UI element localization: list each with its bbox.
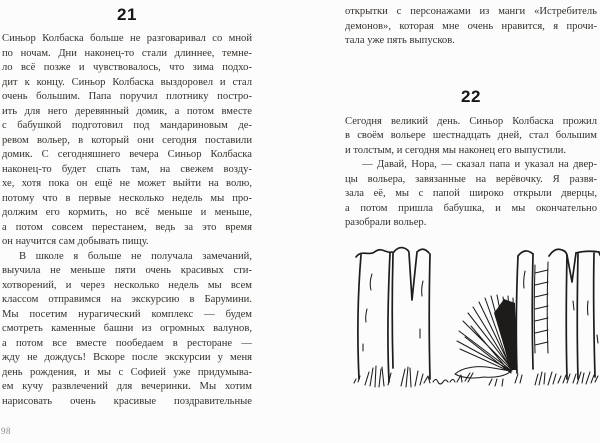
text-line: смотреть каменные башни из огромных валунов, — [2, 323, 252, 334]
text-line: день рождения, и мы с Софией уже придумыва- — [2, 366, 252, 378]
right-trunks — [516, 249, 600, 379]
left-page — [2, 5, 252, 409]
paragraph — [345, 5, 597, 49]
text-line: Мы посетим нурагический комплекс — будем — [2, 308, 252, 320]
text-line: а потом совсем перестанем, ведь за это время — [2, 221, 252, 233]
text-line: а потом пришла бабушка, и мы окончательно — [345, 202, 597, 214]
chapter-number: 21 — [117, 5, 137, 24]
text-line: демонов», которая мне очень нравится, я прочи- — [345, 20, 597, 32]
text-line: выучила не меньше пяти очень красивых сти- — [2, 265, 252, 276]
chapter-number: 22 — [461, 86, 481, 106]
text-line: В школе я больше не получала замечаний, — [19, 250, 252, 262]
text-line: ло всё позже и чувствовалось, что зима подхо- — [2, 62, 252, 73]
text-line: а потом все вместе пообедаем в ресторане — — [2, 337, 252, 349]
text-line: потому что в первые несколько недель мы про- — [2, 192, 252, 204]
text-line: Синьор Колбаска больше не разговаривал со мной — [2, 33, 252, 44]
text-line: домик. С сегодняшнего вечера Синьор Колбаска — [2, 149, 252, 160]
text-line: хе, хотя пока он ещё не может выйти на волю, — [2, 178, 252, 189]
paragraph — [345, 158, 597, 231]
page-number: 98 — [1, 426, 11, 436]
paragraph — [2, 250, 252, 410]
hedgehog — [455, 295, 522, 386]
text-line: жду не дождусь! Вскоре после экскурсии у меня — [2, 352, 252, 363]
text-line: классом отправимся на экскурсию в Барумини. — [2, 294, 252, 305]
text-line: должим его кормить, но всё меньше и меньше, — [2, 207, 252, 218]
grass — [354, 366, 473, 387]
text-line: — Давай, Нора, — сказал папа и указал на двер- — [362, 159, 597, 170]
text-line: он научится сам добывать пищу. — [2, 236, 149, 247]
text-line: открытки с персонажами из манги «Истребитель — [345, 6, 597, 17]
text-line: зала её, мы с папой широко открыли дверцы, — [345, 188, 597, 199]
left-trunks — [356, 248, 430, 382]
text-line: ем кучу развлечений для вечеринки. Мы хотим — [2, 381, 252, 392]
text-line: ревом вольер, в который они сегодня поставили — [2, 134, 252, 146]
text-line: нарисовать очень красивые поздравительные — [2, 395, 252, 407]
text-line: по ночам. Дни наконец-то стали длиннее, темне- — [2, 47, 252, 59]
continued-paragraph — [345, 5, 597, 49]
text-line: хотворений, и через несколько недель мы всем — [2, 279, 252, 291]
hedgehog-illustration — [345, 241, 600, 393]
text-line: наконец-то будет спать там, на свежем возду- — [2, 163, 252, 175]
paragraph — [345, 115, 597, 159]
text-line: тала уже пять выпусков. — [345, 35, 455, 46]
right-page — [345, 5, 597, 231]
text-line: Сегодня великий день. Синьор Колбаска прожил — [345, 115, 597, 127]
text-line: и толстым, и сегодня мы наконец его выпустили. — [345, 144, 567, 156]
paragraph — [2, 32, 252, 250]
text-line: ить для него деревянный домик, а потом вместе — [2, 105, 252, 117]
ladder — [534, 262, 548, 353]
text-line: разобрали вольер. — [345, 217, 427, 228]
text-line: в своём вольере шестнадцать дней, стал большим — [345, 130, 597, 141]
text-line: цы вольера, завязанные на верёвочку. Я развя- — [345, 173, 597, 185]
text-line: с бабушкой подготовил под мандариновым де- — [2, 120, 252, 131]
right-page-text — [345, 115, 597, 231]
text-line: очень большим. Папа поручил плотнику постро- — [2, 91, 252, 102]
text-line: дит к концу. Синьор Колбаска выздоровел и стал — [2, 76, 252, 88]
left-page-text — [2, 32, 252, 409]
